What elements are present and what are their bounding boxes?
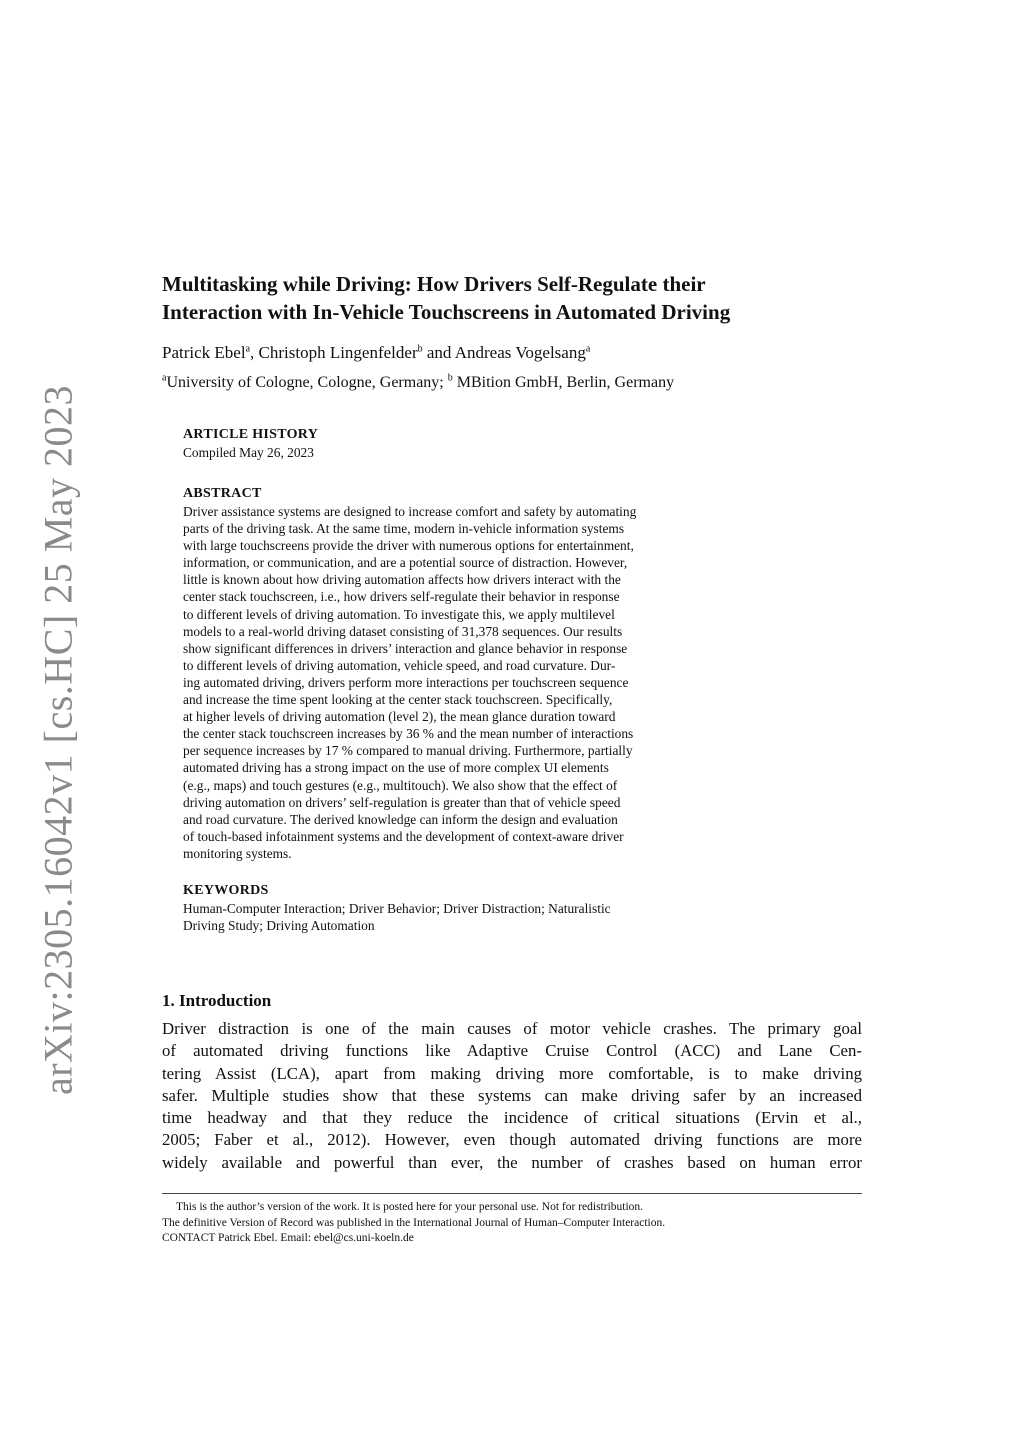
footnote-divider — [162, 1193, 862, 1194]
article-history-heading: ARTICLE HISTORY — [183, 427, 319, 442]
abstract-line: per sequence increases by 17 % compared to manual driving. Furthermore, partially — [183, 743, 633, 759]
body-line: of automated driving functions like Adaptive Cruise Control (ACC) and Lane Cen- — [162, 1041, 862, 1061]
author-name: , Christoph Lingenfelder — [250, 343, 418, 362]
footnote — [162, 1200, 862, 1247]
abstract-line: show significant differences in drivers’ interaction and glance behavior in response — [183, 640, 628, 656]
affiliation-text: University of Cologne, Cologne, Germany; — [166, 374, 448, 391]
abstract — [183, 485, 761, 862]
abstract-line: information, or communication, and are a potential source of distraction. However, — [183, 555, 628, 571]
abstract-heading: ABSTRACT — [183, 486, 262, 501]
affiliation-marker: a — [585, 343, 591, 355]
compiled-date: Compiled May 26, 2023 — [183, 445, 314, 460]
abstract-body — [183, 503, 761, 862]
abstract-line: center stack touchscreen, i.e., how drivers self-regulate their behavior in response — [183, 589, 620, 605]
keywords-heading: KEYWORDS — [183, 883, 269, 898]
affiliation-marker: a — [245, 343, 251, 355]
body-line: 2005; Faber et al., 2012). However, even though automated driving functions are more — [162, 1130, 862, 1150]
keywords — [183, 882, 761, 934]
abstract-line: monitoring systems. — [183, 845, 292, 861]
body-line: Driver distraction is one of the main causes of motor vehicle crashes. The primary goal — [162, 1019, 862, 1038]
abstract-line: (e.g., maps) and touch gestures (e.g., multitouch). We also show that the effect of — [183, 777, 618, 793]
affiliations — [162, 374, 674, 392]
footnote-line: The definitive Version of Record was published in the International Journal of Human–Computer Interaction. — [162, 1216, 666, 1229]
keywords-body — [183, 900, 761, 934]
abstract-line: with large touchscreens provide the driver with numerous options for entertainment, — [183, 538, 634, 554]
author-list — [162, 343, 590, 363]
abstract-line: at higher levels of driving automation (level 2), the mean glance duration toward — [183, 709, 616, 725]
abstract-line: to different levels of driving automation. To investigate this, we apply multilevel — [183, 606, 615, 622]
abstract-line: and road curvature. The derived knowledge can inform the design and evaluation — [183, 811, 618, 827]
title-line: Multitasking while Driving: How Drivers Self-Regulate their — [162, 272, 706, 296]
abstract-line: little is known about how driving automation affects how drivers interact with the — [183, 572, 621, 588]
keywords-line: Driving Study; Driving Automation — [183, 918, 375, 934]
author-name: Patrick Ebel — [162, 343, 246, 362]
section-heading-introduction: 1. Introduction — [162, 991, 272, 1011]
paper-title — [162, 270, 862, 326]
abstract-line: Driver assistance systems are designed to increase comfort and safety by automating — [183, 504, 637, 519]
body-line: safer. Multiple studies show that these systems can make driving safer by an increased — [162, 1085, 862, 1105]
abstract-line: and increase the time spent looking at the center stack touchscreen. Specifically, — [183, 692, 613, 708]
abstract-line: ing automated driving, drivers perform more interactions per touchscreen sequence — [183, 674, 629, 690]
abstract-line: parts of the driving task. At the same time, modern in-vehicle information systems — [183, 521, 625, 537]
abstract-line: driving automation on drivers’ self-regulation is greater than that of vehicle speed — [183, 794, 621, 810]
arxiv-identifier-stamp: arXiv:2305.16042v1 [cs.HC] 25 May 2023 — [35, 384, 81, 1096]
abstract-line: automated driving has a strong impact on the use of more complex UI elements — [183, 760, 609, 776]
keywords-line: Human-Computer Interaction; Driver Behavior; Driver Distraction; Naturalistic — [183, 901, 611, 916]
introduction-body — [162, 1018, 862, 1174]
body-line: widely available and powerful than ever, the number of crashes based on human error — [162, 1152, 862, 1172]
author-name: and Andreas Vogelsang — [422, 343, 586, 362]
body-line: tering Assist (LCA), apart from making driving more comfortable, is to make driving — [162, 1063, 862, 1083]
affiliation-marker: a — [162, 372, 167, 384]
footnote-line: This is the author’s version of the work. It is posted here for your personal use. Not for redistribution. — [176, 1201, 644, 1213]
affiliation-text: MBition GmbH, Berlin, Germany — [452, 374, 675, 391]
abstract-line: to different levels of driving automation, vehicle speed, and road curvature. Dur- — [183, 657, 616, 673]
abstract-line: models to a real-world driving dataset consisting of 31,378 sequences. Our results — [183, 623, 623, 639]
article-history — [183, 426, 761, 461]
affiliation-marker: b — [447, 372, 453, 384]
contact-line: CONTACT Patrick Ebel. Email: ebel@cs.uni-koeln.de — [162, 1232, 414, 1244]
abstract-line: of touch-based infotainment systems and the development of context-aware driver — [183, 828, 624, 844]
body-line: time headway and that they reduce the incidence of critical situations (Ervin et al., — [162, 1108, 862, 1128]
title-line: Interaction with In-Vehicle Touchscreens in Automated Driving — [162, 300, 731, 324]
affiliation-marker: b — [417, 343, 423, 355]
abstract-line: the center stack touchscreen increases by 36 % and the mean number of interactions — [183, 726, 634, 742]
